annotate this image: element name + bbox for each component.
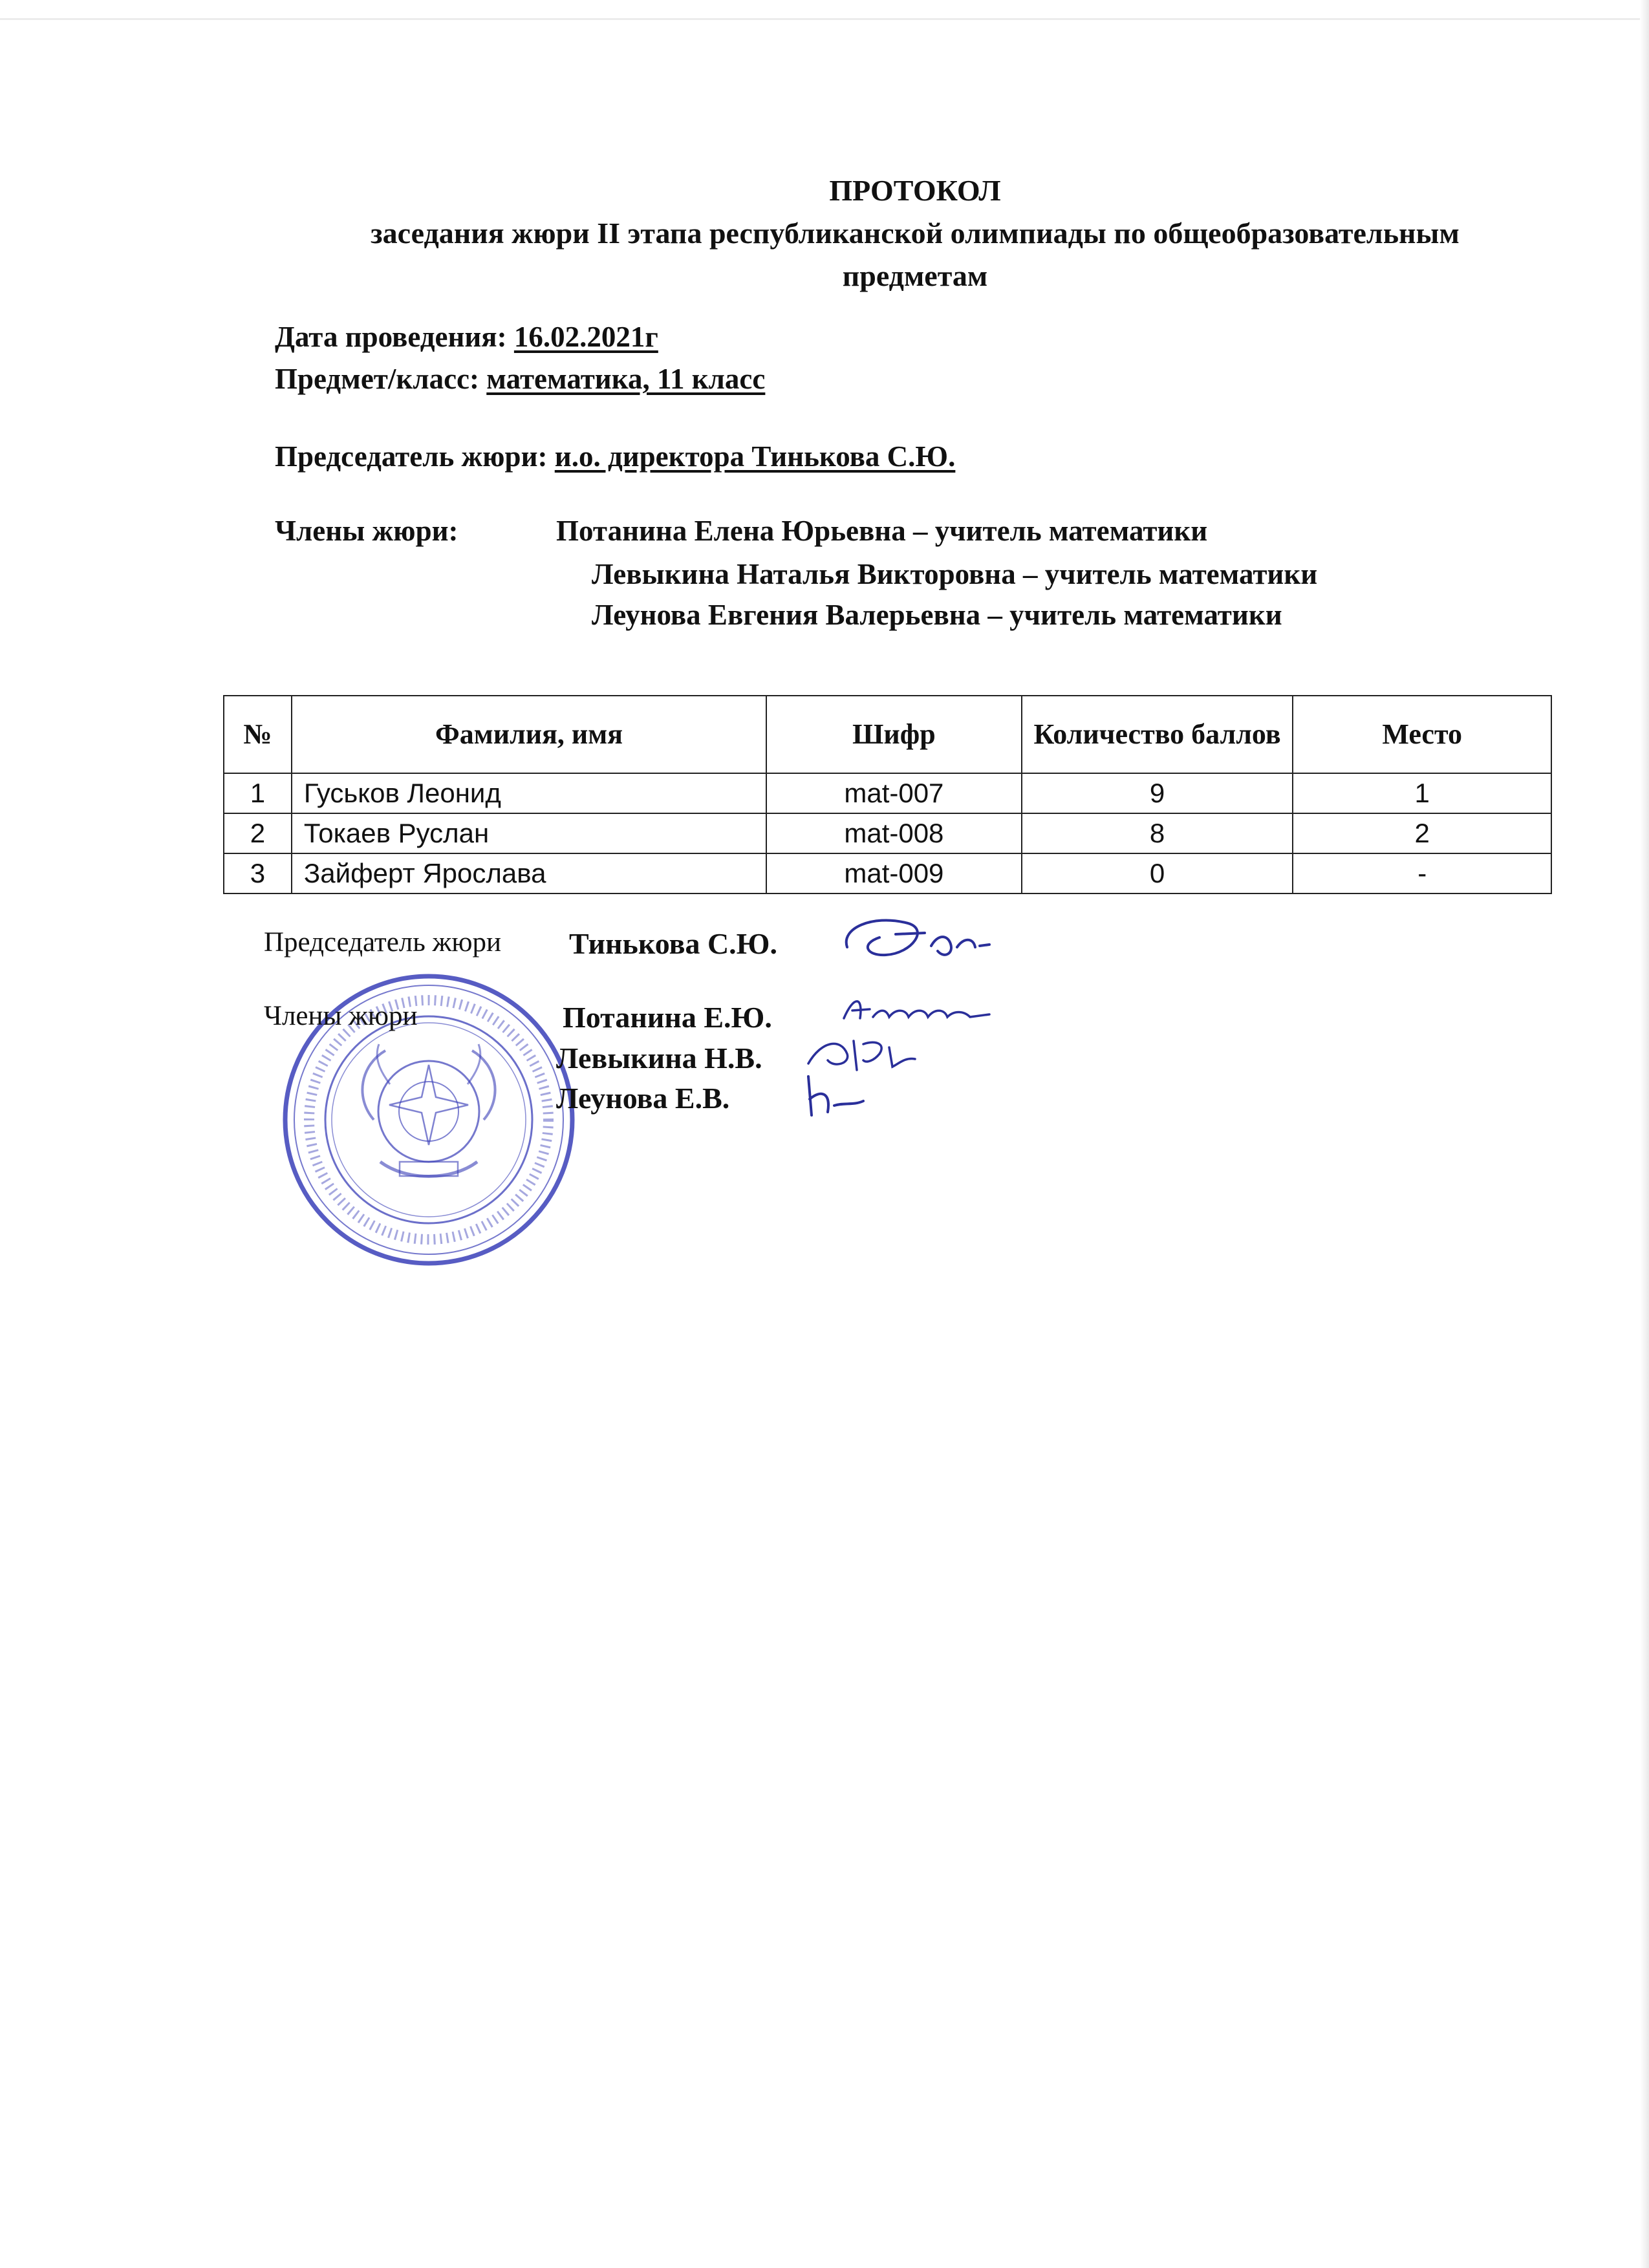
participant-code: mat-008 [766, 813, 1022, 853]
participant-name: Токаев Руслан [292, 813, 766, 853]
subject-value: математика, 11 класс [486, 363, 766, 395]
participant-place: 1 [1293, 773, 1551, 813]
signature-member-name: Левыкина Н.В. [556, 1042, 762, 1075]
protocol-title: ПРОТОКОЛ [829, 174, 1001, 207]
participant-name: Зайферт Ярослава [292, 853, 766, 893]
jury-member: Левыкина Наталья Викторовна – учитель математики [592, 558, 1318, 590]
jury-member: Леунова Евгения Валерьевна – учитель математики [592, 599, 1282, 631]
participant-score: 9 [1022, 773, 1293, 813]
date-value: 16.02.2021г [513, 321, 658, 353]
members-label: Члены жюри: [275, 515, 458, 547]
chair-signature-icon [834, 908, 1002, 979]
chair-label: Председатель жюри: [275, 440, 548, 473]
table-row [224, 773, 1551, 813]
header-place: Место [1293, 696, 1551, 773]
subject-label: Предмет/класс: [275, 363, 480, 395]
signature-members-label: Члены жюри [264, 1001, 418, 1031]
chair-field [275, 440, 955, 473]
participant-code: mat-009 [766, 853, 1022, 893]
table-row [224, 813, 1551, 853]
scan-artifact-edge [1640, 0, 1649, 2268]
participant-code: mat-007 [766, 773, 1022, 813]
signature-member-name: Леунова Е.В. [556, 1082, 730, 1115]
chair-value: и.о. директора Тинькова С.Ю. [554, 440, 956, 473]
signature-member-name: Потанина Е.Ю. [563, 1001, 772, 1034]
signature-chair-name: Тинькова С.Ю. [569, 927, 777, 960]
table-header-row [224, 696, 1551, 773]
header-number: № [224, 696, 292, 773]
signature-chair-label: Председатель жюри [264, 927, 501, 957]
jury-member: Потанина Елена Юрьевна – учитель математики [556, 515, 1208, 547]
results-table [223, 695, 1552, 894]
date-field [275, 320, 658, 354]
participant-score: 0 [1022, 853, 1293, 893]
row-number: 1 [224, 773, 292, 813]
member-signature-icon [795, 1070, 873, 1122]
participant-score: 8 [1022, 813, 1293, 853]
date-label: Дата проведения: [275, 321, 507, 353]
table-row [224, 853, 1551, 893]
protocol-subtitle-continued: предметам [842, 259, 988, 292]
row-number: 3 [224, 853, 292, 893]
row-number: 2 [224, 813, 292, 853]
participant-name: Гуськов Леонид [292, 773, 766, 813]
header-name: Фамилия, имя [292, 696, 766, 773]
subject-field [275, 362, 765, 396]
participant-place: - [1293, 853, 1551, 893]
member-signature-icon [834, 992, 1002, 1031]
scan-artifact-top [0, 18, 1649, 20]
participant-place: 2 [1293, 813, 1551, 853]
protocol-subtitle: заседания жюри II этапа республиканской олимпиады по общеобразовательным [371, 217, 1460, 250]
header-score: Количество баллов [1022, 696, 1293, 773]
header-code: Шифр [766, 696, 1022, 773]
